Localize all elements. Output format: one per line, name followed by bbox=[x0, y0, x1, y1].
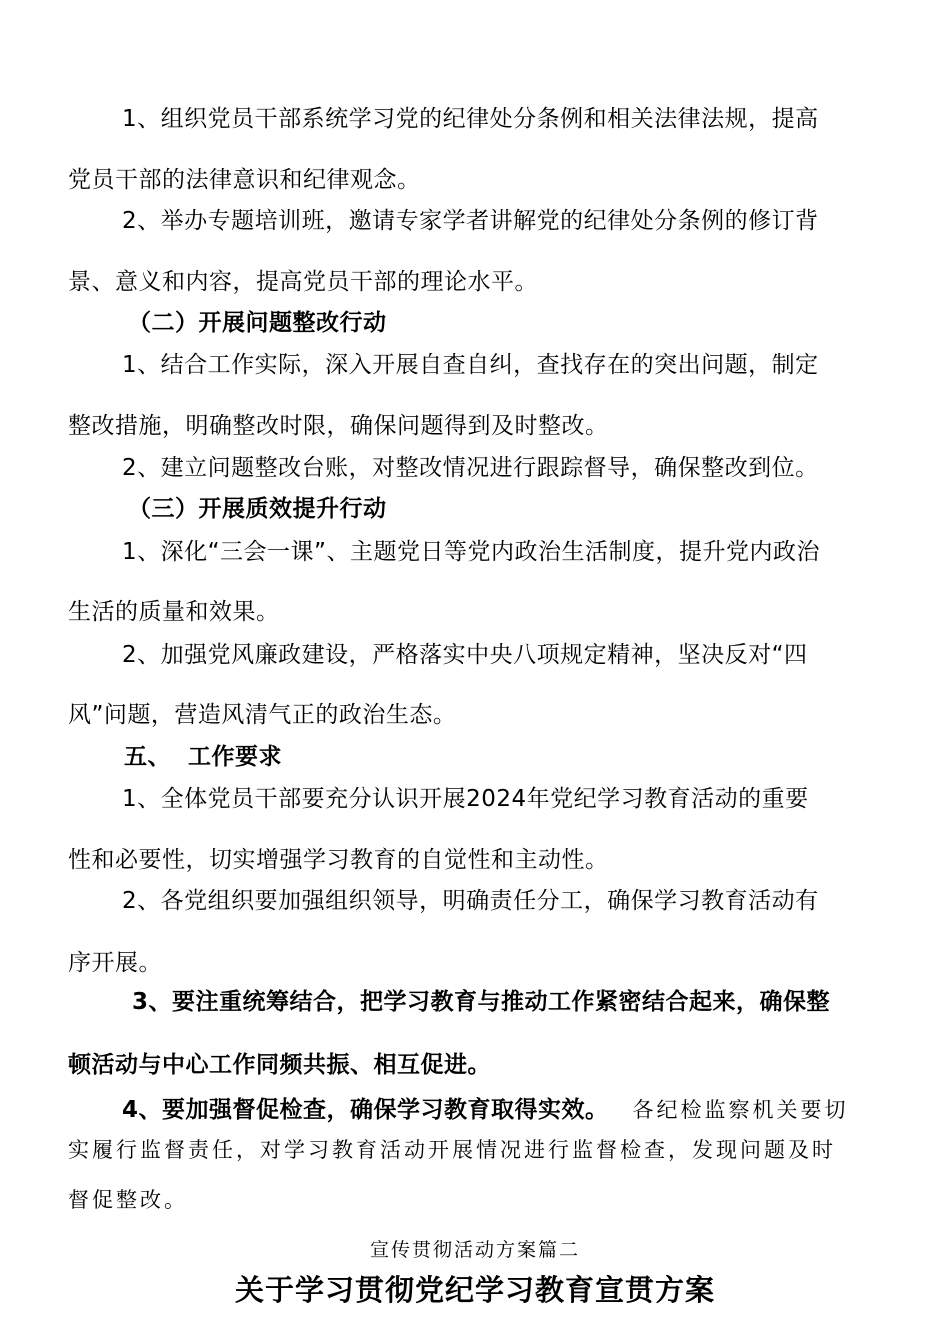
paragraph-line: 1、深化“三会一课”、主题党日等党内政治生活制度，提升党内政治 bbox=[122, 539, 820, 565]
paragraph-line-bold: 3、要注重统筹结合，把学习教育与推动工作紧密结合起来，确保整 bbox=[132, 989, 831, 1015]
paragraph-line: 性和必要性，切实增强学习教育的自觉性和主动性。 bbox=[68, 847, 609, 873]
paragraph-line: 2、建立问题整改台账，对整改情况进行跟踪督导，确保整改到位。 bbox=[122, 455, 819, 481]
paragraph-line-mixed bbox=[122, 1093, 932, 1127]
paragraph-line: 实履行监督责任，对学习教育活动开展情况进行监督检查，发现问题及时 bbox=[68, 1138, 836, 1162]
section-heading: （三）开展质效提升行动 bbox=[128, 496, 387, 522]
paragraph-line: 党员干部的法律意识和纪律观念。 bbox=[68, 167, 421, 193]
paragraph-line: 景、意义和内容，提高党员干部的理论水平。 bbox=[68, 269, 538, 295]
section-heading: 五、 工作要求 bbox=[124, 744, 283, 770]
paragraph-line: 1、全体党员干部要充分认识开展2024年党纪学习教育活动的重要 bbox=[122, 786, 809, 812]
paragraph-line: 1、组织党员干部系统学习党的纪律处分条例和相关法律法规，提高 bbox=[122, 106, 819, 132]
paragraph-line: 整改措施，明确整改时限，确保问题得到及时整改。 bbox=[68, 413, 609, 439]
document-subtitle: 宣传贯彻活动方案篇二 bbox=[369, 1239, 580, 1261]
paragraph-line: 2、加强党风廉政建设，严格落实中央八项规定精神，坚决反对“四 bbox=[122, 642, 808, 668]
section-heading: （二）开展问题整改行动 bbox=[128, 310, 387, 336]
paragraph-line: 2、各党组织要加强组织领导，明确责任分工，确保学习教育活动有 bbox=[122, 888, 819, 914]
paragraph-line: 序开展。 bbox=[68, 950, 162, 976]
normal-sentence: 各纪检监察机关要切 bbox=[632, 1098, 849, 1122]
paragraph-line: 督促整改。 bbox=[68, 1188, 188, 1212]
bold-sentence: 4、要加强督促检查，确保学习教育取得实效。 bbox=[122, 1097, 609, 1123]
paragraph-line: 生活的质量和效果。 bbox=[68, 599, 280, 625]
paragraph-line: 风”问题，营造风清气正的政治生态。 bbox=[68, 702, 457, 728]
paragraph-line-bold: 顿活动与中心工作同频共振、相互促进。 bbox=[68, 1052, 491, 1078]
paragraph-line: 1、结合工作实际，深入开展自查自纠，查找存在的突出问题，制定 bbox=[122, 352, 819, 378]
document-title: 关于学习贯彻党纪学习教育宣贯方案 bbox=[234, 1273, 715, 1307]
paragraph-line: 2、举办专题培训班，邀请专家学者讲解党的纪律处分条例的修订背 bbox=[122, 208, 819, 234]
